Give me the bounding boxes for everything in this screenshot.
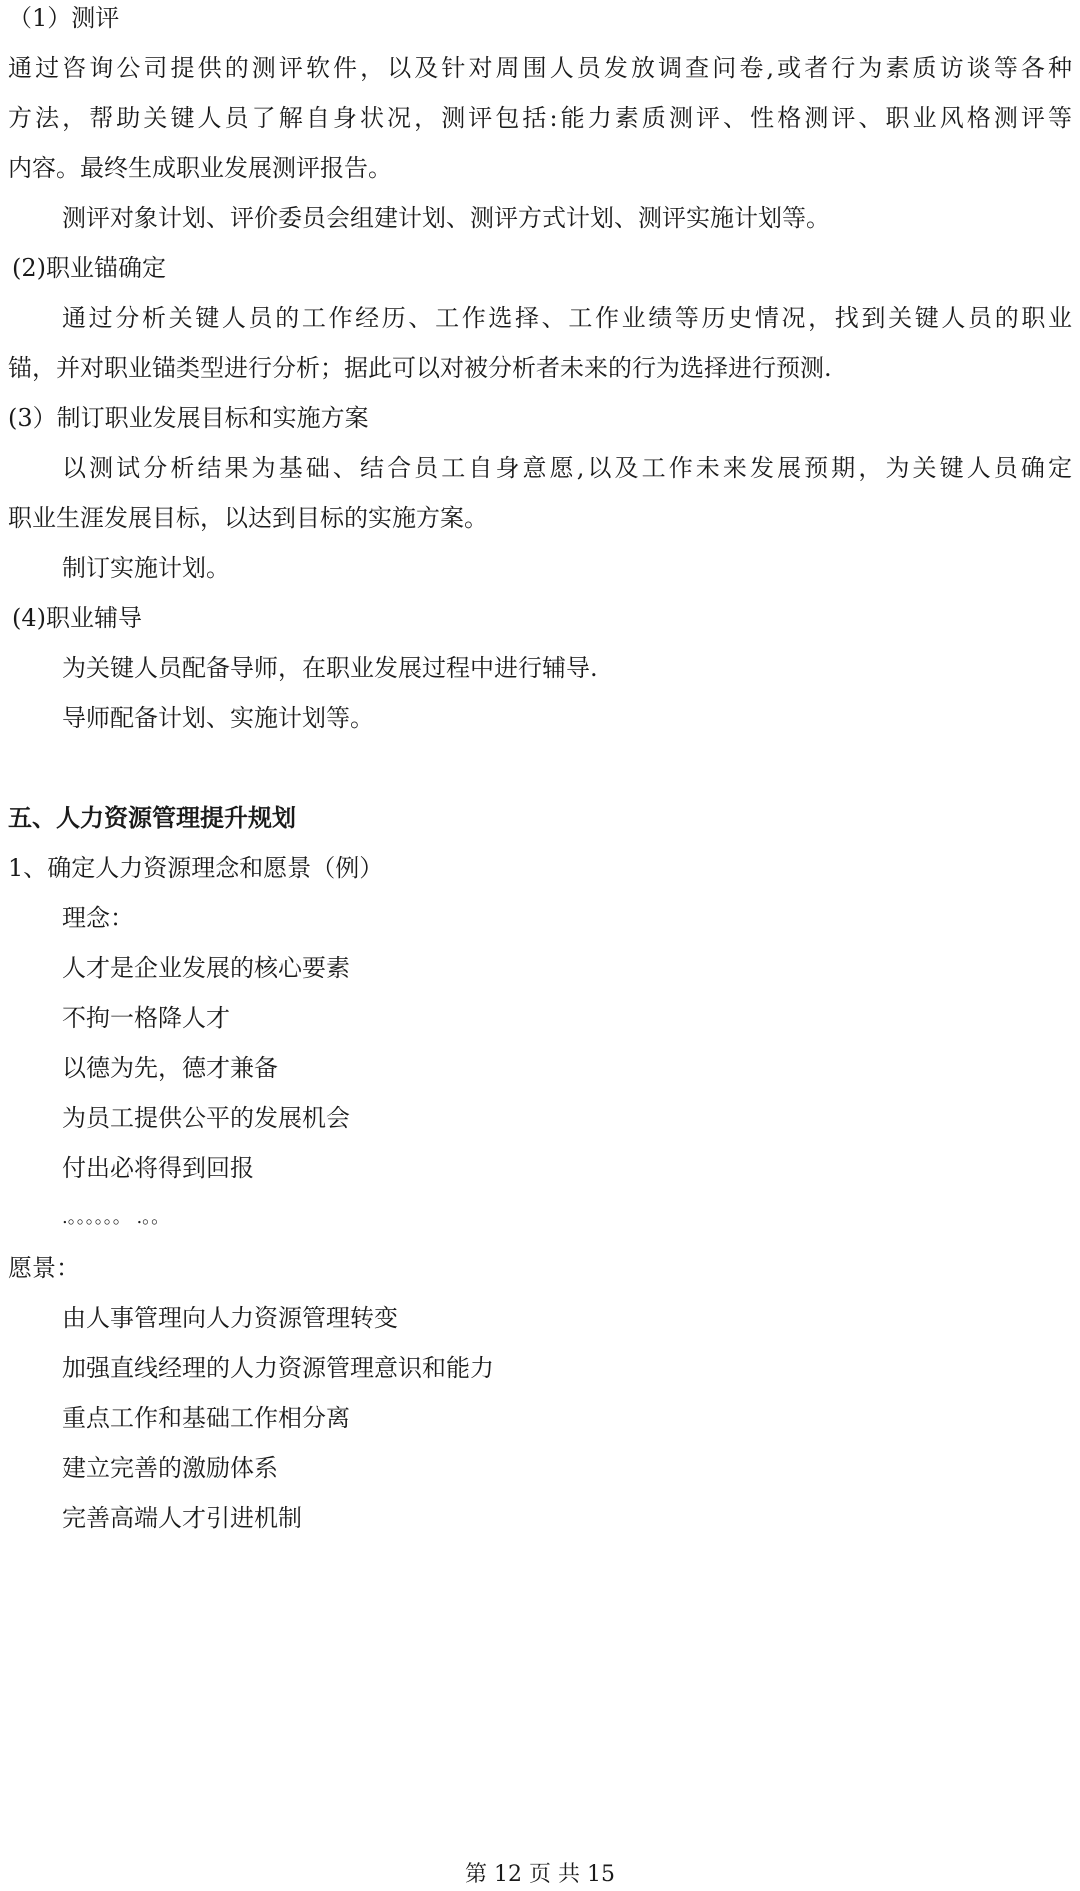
list-item: 完善高端人才引进机制 bbox=[62, 1504, 302, 1532]
paragraph-line: 以测试分析结果为基础、结合员工自身意愿,以及工作未来发展预期，为关键人员确定 bbox=[62, 454, 1072, 482]
paragraph-line: 锚，并对职业锚类型进行分析；据此可以对被分析者未来的行为选择进行预测. bbox=[8, 354, 832, 382]
heading-career-goals: (3）制订职业发展目标和实施方案 bbox=[8, 404, 369, 432]
list-item: 人才是企业发展的核心要素 bbox=[62, 954, 350, 982]
philosophy-label: 理念： bbox=[62, 904, 134, 932]
paragraph-line: 测评对象计划、评价委员会组建计划、测评方式计划、测评实施计划等。 bbox=[62, 204, 830, 232]
paragraph-line: 内容。最终生成职业发展测评报告。 bbox=[8, 154, 392, 182]
subheading: 1、确定人力资源理念和愿景（例） bbox=[8, 854, 384, 882]
paragraph-line: 职业生涯发展目标，以达到目标的实施方案。 bbox=[8, 504, 488, 532]
vision-label: 愿景： bbox=[8, 1254, 80, 1282]
list-item: 为员工提供公平的发展机会 bbox=[62, 1104, 350, 1132]
list-item: 由人事管理向人力资源管理转变 bbox=[62, 1304, 398, 1332]
list-item: 建立完善的激励体系 bbox=[62, 1454, 278, 1482]
paragraph-line: 方法，帮助关键人员了解自身状况，测评包括:能力素质测评、性格测评、职业风格测评等 bbox=[8, 104, 1072, 132]
list-item: 付出必将得到回报 bbox=[62, 1154, 254, 1182]
paragraph-line: 导师配备计划、实施计划等。 bbox=[62, 704, 374, 732]
list-item: 不拘一格降人才 bbox=[62, 1004, 230, 1032]
heading-evaluation: （1）测评 bbox=[8, 4, 120, 32]
paragraph-line: 通过分析关键人员的工作经历、工作选择、工作业绩等历史情况，找到关键人员的职业 bbox=[62, 304, 1072, 332]
list-item: 加强直线经理的人力资源管理意识和能力 bbox=[62, 1354, 494, 1382]
heading-career-coaching: (4)职业辅导 bbox=[12, 604, 142, 632]
paragraph-line: 通过咨询公司提供的测评软件，以及针对周围人员发放调查问卷,或者行为素质访谈等各种 bbox=[8, 54, 1072, 82]
paragraph-line: 为关键人员配备导师，在职业发展过程中进行辅导. bbox=[62, 654, 598, 682]
list-item: 重点工作和基础工作相分离 bbox=[62, 1404, 350, 1432]
heading-career-anchor: (2)职业锚确定 bbox=[12, 254, 166, 282]
ellipsis-line: .。。。。。。 .。。 bbox=[62, 1207, 170, 1228]
page-number-footer: 第 12 页 共 15 bbox=[465, 1862, 615, 1887]
paragraph-line: 制订实施计划。 bbox=[62, 554, 230, 582]
chapter-heading: 五、人力资源管理提升规划 bbox=[8, 803, 296, 832]
list-item: 以德为先，德才兼备 bbox=[62, 1054, 278, 1082]
